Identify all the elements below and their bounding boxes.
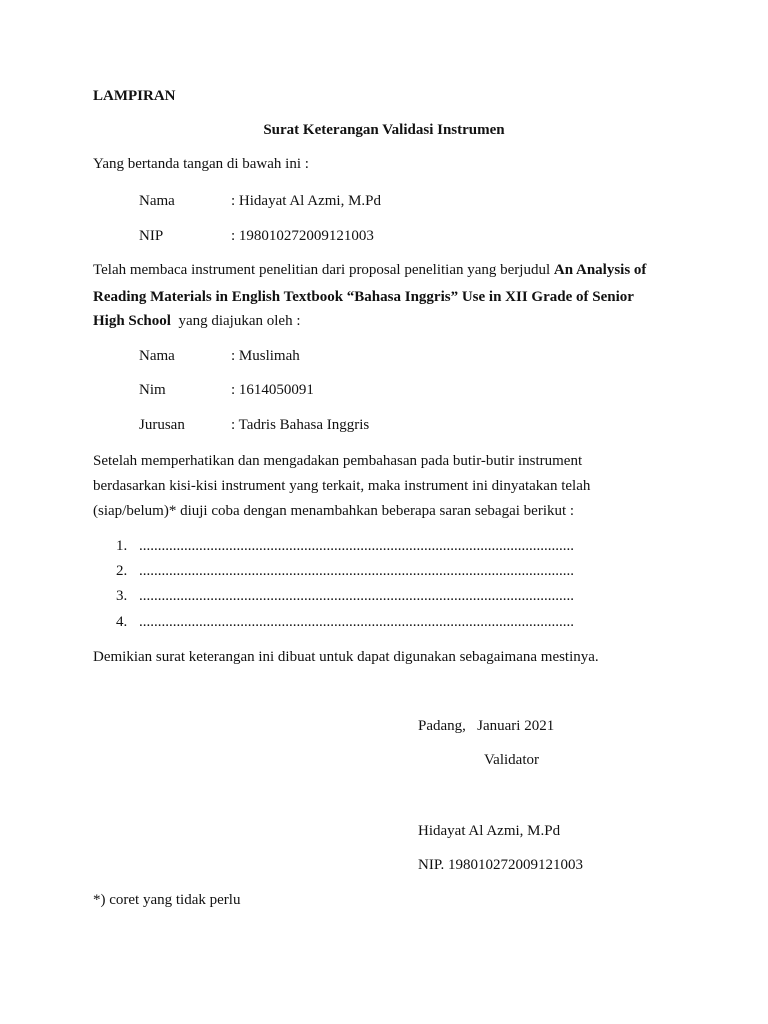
research-title-part-1: An Analysis of (553, 262, 647, 278)
signature-nip: NIP. 198010272009121003 (418, 857, 584, 873)
heading: LAMPIRAN (93, 88, 176, 104)
suggestion-blank-line: .................................................................................................................... (139, 588, 574, 604)
student-nim-value: : 1614050091 (231, 382, 314, 398)
validator-name-label: Nama (139, 193, 175, 209)
statement-line-1-text: Telah membaca instrument penelitian dari proposal penelitian yang berjudul (93, 262, 554, 278)
suggestion-number: 2. (116, 563, 128, 579)
statement-line-3 (93, 313, 301, 330)
suggestion-number: 1. (116, 538, 128, 554)
assessment-line-1: Setelah memperhatikan dan mengadakan pembahasan pada butir-butir instrument (93, 453, 583, 469)
student-department-label: Jurusan (139, 417, 185, 433)
student-name-value: : Muslimah (231, 348, 300, 364)
research-title-part-2: Reading Materials in English Textbook “Bahasa Inggris” Use in XII Grade of Senior (93, 289, 634, 305)
suggestion-number: 4. (116, 614, 128, 630)
statement-line-3-text: yang diajukan oleh : (170, 313, 301, 329)
research-title-part-3: High School (93, 313, 171, 329)
suggestion-blank-line: .................................................................................................................... (139, 563, 574, 579)
student-name-label: Nama (139, 348, 175, 364)
statement-line-1 (93, 262, 646, 279)
closing-text: Demikian surat keterangan ini dibuat untuk dapat digunakan sebagaimana mestinya. (93, 649, 599, 665)
suggestion-blank-line: .................................................................................................................... (139, 614, 574, 630)
document-title: Surat Keterangan Validasi Instrumen (263, 122, 505, 138)
assessment-line-3: (siap/belum)* diuji coba dengan menambahkan beberapa saran sebagai berikut : (93, 503, 575, 519)
signature-place-date: Padang, Januari 2021 (418, 718, 555, 734)
validator-nip-value: : 198010272009121003 (231, 228, 374, 244)
validator-nip-label: NIP (139, 228, 164, 244)
signature-role: Validator (484, 752, 539, 768)
footnote: *) coret yang tidak perlu (93, 892, 241, 908)
signature-name: Hidayat Al Azmi, M.Pd (418, 823, 561, 839)
intro-text: Yang bertanda tangan di bawah ini : (93, 156, 309, 172)
suggestion-blank-line: .................................................................................................................... (139, 538, 574, 554)
student-nim-label: Nim (139, 382, 166, 398)
student-department-value: : Tadris Bahasa Inggris (231, 417, 370, 433)
assessment-line-2: berdasarkan kisi-kisi instrument yang terkait, maka instrument ini dinyatakan telah (93, 478, 591, 494)
suggestion-number: 3. (116, 588, 128, 604)
validator-name-value: : Hidayat Al Azmi, M.Pd (231, 193, 381, 209)
